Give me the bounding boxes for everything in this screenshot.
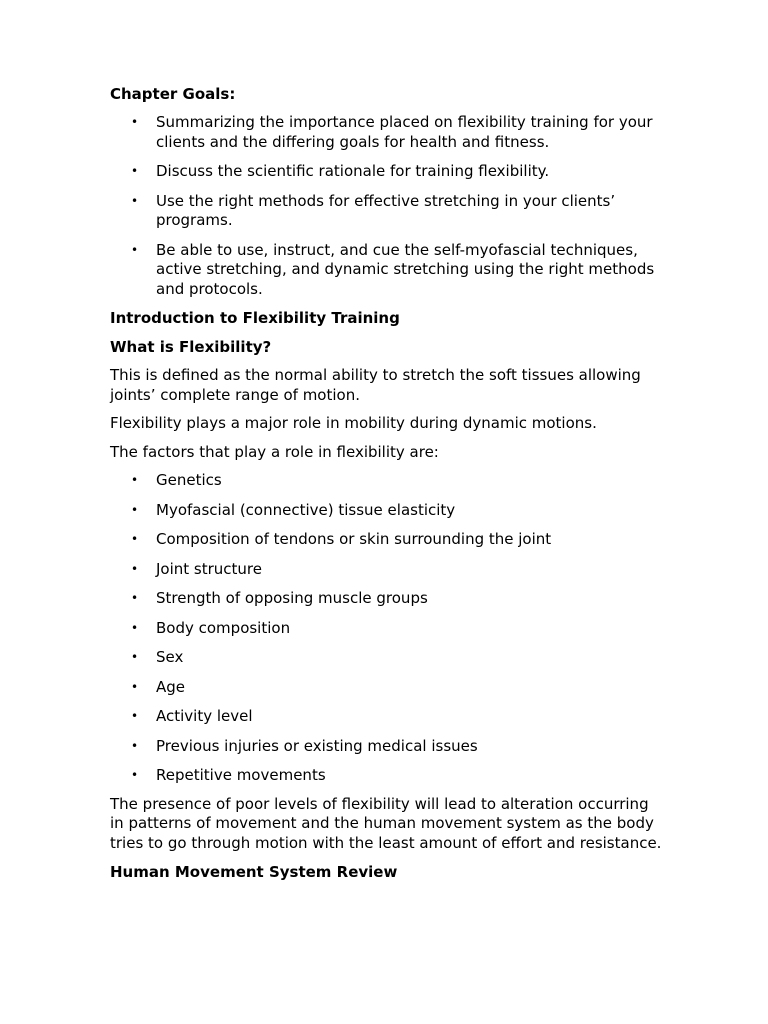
list-item bbox=[110, 162, 666, 182]
list-item bbox=[110, 707, 666, 727]
bullet-icon: • bbox=[131, 242, 139, 257]
role-paragraph: Flexibility plays a major role in mobility during dynamic motions. bbox=[110, 414, 597, 432]
list-item bbox=[110, 619, 666, 639]
list-item bbox=[110, 678, 666, 698]
list-item-text: Summarizing the importance placed on flexibility training for your clients and the differing goals for health and fitness. bbox=[156, 113, 653, 151]
bullet-icon: • bbox=[131, 193, 139, 208]
list-item-text: Activity level bbox=[156, 707, 253, 725]
list-item bbox=[110, 766, 666, 786]
list-item-text: Composition of tendons or skin surrounding the joint bbox=[156, 530, 552, 548]
bullet-icon: • bbox=[131, 591, 139, 605]
list-item bbox=[110, 530, 666, 550]
list-item bbox=[110, 737, 666, 757]
list-item bbox=[110, 501, 666, 521]
list-item-text: Use the right methods for effective stretching in your clients’ programs. bbox=[156, 191, 616, 229]
definition-paragraph: This is defined as the normal ability to stretch the soft tissues allowing joints’ complete range of motion. bbox=[110, 366, 641, 404]
list-item-text: Discuss the scientific rationale for training flexibility. bbox=[156, 162, 550, 180]
list-item bbox=[110, 648, 666, 668]
bullet-icon: • bbox=[131, 502, 139, 517]
factors-intro-paragraph: The factors that play a role in flexibility are: bbox=[110, 442, 439, 461]
bullet-icon: • bbox=[131, 532, 139, 546]
list-item bbox=[110, 471, 666, 491]
intro-heading: Introduction to Flexibility Training bbox=[110, 309, 400, 327]
list-item bbox=[110, 192, 666, 231]
human-movement-system-heading: Human Movement System Review bbox=[110, 863, 398, 881]
list-item-text: Sex bbox=[156, 648, 184, 666]
list-item-text: Age bbox=[156, 677, 186, 696]
chapter-goals-heading: Chapter Goals: bbox=[110, 85, 236, 103]
list-item-text: Genetics bbox=[156, 471, 222, 489]
list-item bbox=[110, 241, 666, 300]
list-item-text: Myofascial (connective) tissue elasticity bbox=[156, 500, 456, 519]
list-item-text: Repetitive movements bbox=[156, 766, 326, 784]
list-item-text: Be able to use, instruct, and cue the self-myofascial techniques, active stretching, and dynamic stretching using the right methods and protocols. bbox=[156, 240, 655, 298]
bullet-icon: • bbox=[131, 561, 139, 576]
list-item-text: Joint structure bbox=[156, 559, 262, 578]
bullet-icon: • bbox=[131, 709, 139, 723]
bullet-icon: • bbox=[131, 738, 139, 753]
bullet-icon: • bbox=[131, 650, 139, 664]
bullet-icon: • bbox=[131, 164, 139, 178]
bullet-icon: • bbox=[131, 679, 139, 694]
list-item-text: Previous injuries or existing medical issues bbox=[156, 736, 478, 755]
bullet-icon: • bbox=[131, 768, 139, 782]
what-is-flexibility-heading: What is Flexibility? bbox=[110, 338, 272, 356]
chapter-goals-list bbox=[110, 113, 666, 299]
document-page bbox=[110, 84, 666, 891]
list-item-text: Strength of opposing muscle groups bbox=[156, 589, 428, 607]
list-item bbox=[110, 589, 666, 609]
conclusion-paragraph: The presence of poor levels of flexibility will lead to alteration occurring in patterns of movement and the human movement system as the body tries to go through motion with the least amount of effort and resistance. bbox=[110, 794, 662, 852]
list-item-text: Body composition bbox=[156, 618, 291, 637]
factors-list bbox=[110, 471, 666, 786]
bullet-icon: • bbox=[131, 115, 139, 129]
bullet-icon: • bbox=[131, 473, 139, 487]
list-item bbox=[110, 560, 666, 580]
bullet-icon: • bbox=[131, 620, 139, 635]
list-item bbox=[110, 113, 666, 152]
